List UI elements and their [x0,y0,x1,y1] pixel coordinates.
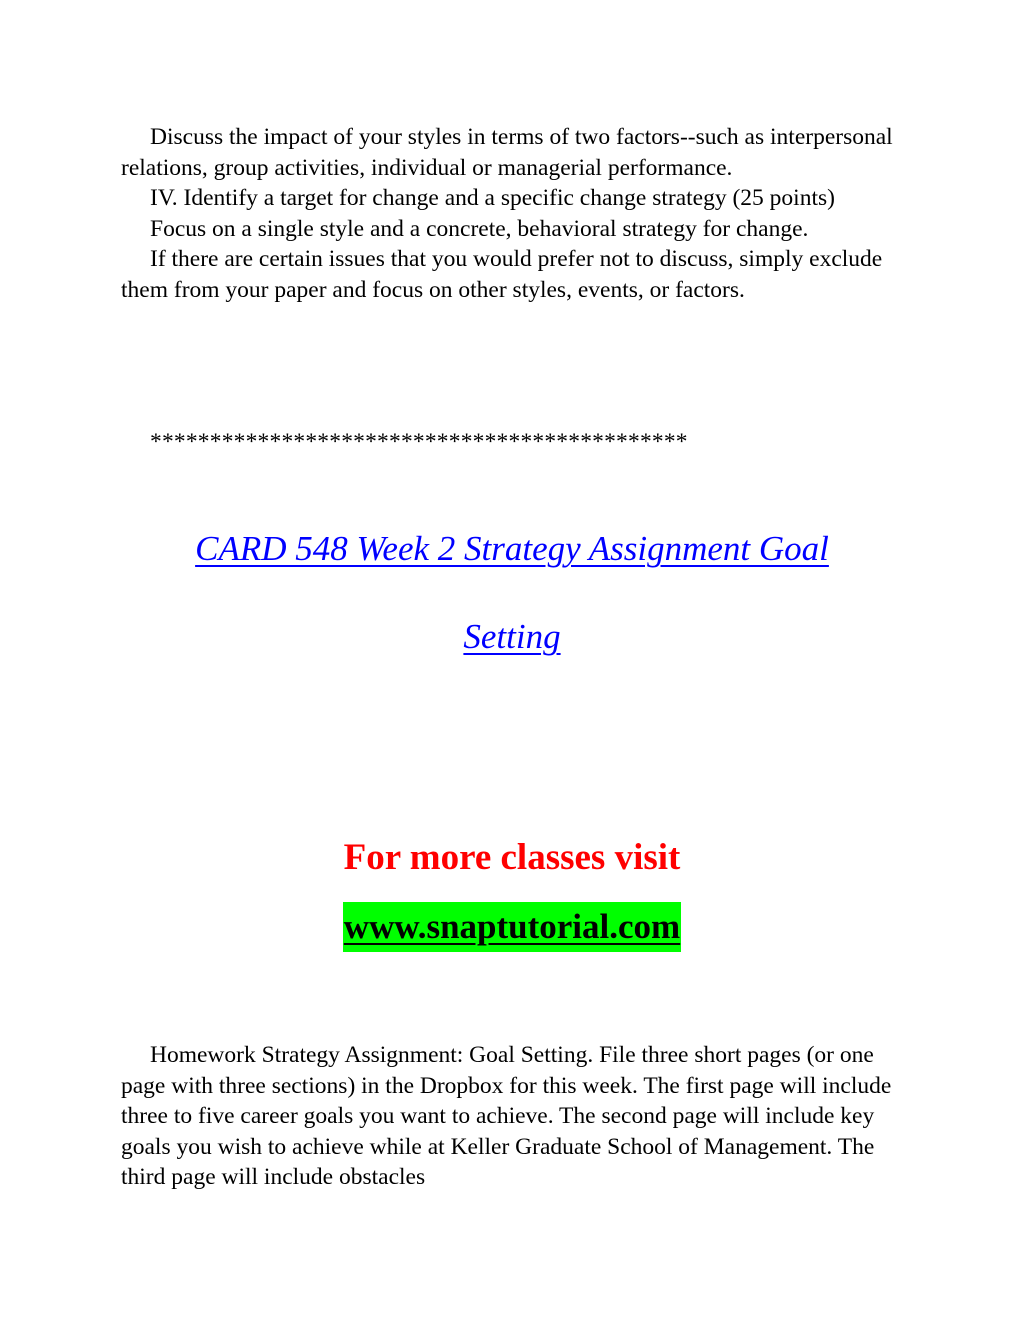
promo-heading: For more classes visit [343,837,681,878]
website-link[interactable]: www.snaptutorial.com [343,902,681,952]
paragraph-exclude-issues: If there are certain issues that you would prefer not to discuss, simply exclude them from your paper and focus on other styles, events, or factors. [121,246,889,303]
assignment-description [121,1040,911,1193]
course-title-link[interactable]: CARD 548 Week 2 Strategy Assignment Goal [195,529,829,568]
course-title-link-continued[interactable]: Setting [463,617,561,656]
intro-section [121,122,911,305]
paragraph-discuss-impact: Discuss the impact of your styles in terms of two factors--such as interpersonal relations, group activities, individual or managerial performance. [121,124,899,181]
promo-link-row [0,902,1024,952]
paragraph-identify-target: IV. Identify a target for change and a specific change strategy (25 points) [150,185,835,211]
paragraph-homework-strategy: Homework Strategy Assignment: Goal Setting. File three short pages (or one page with three sections) in the Dropbox for this week. The first page will include three to five career goals you want to achieve. The second page will include key goals you wish to achieve while at Keller Graduate School of Management. The third page will include obstacles [121,1042,898,1190]
paragraph-focus-style: Focus on a single style and a concrete, behavioral strategy for change. [150,215,809,242]
asterisk-separator: ********************************************* [150,429,688,455]
